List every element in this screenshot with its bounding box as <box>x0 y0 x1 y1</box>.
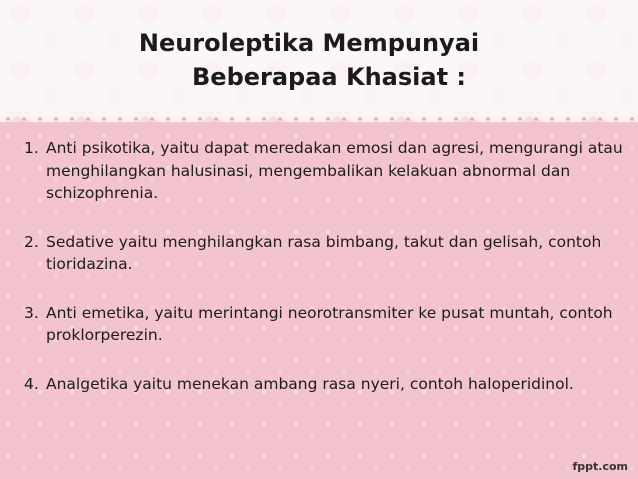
list-item <box>24 373 624 396</box>
bullet-list <box>24 137 624 421</box>
item-number: 4. <box>24 374 39 393</box>
slide-title <box>0 26 638 94</box>
list-item <box>24 137 624 205</box>
title-line-1: Neuroleptika Mempunyai <box>138 29 480 57</box>
item-number: 3. <box>24 303 39 322</box>
watermark-logo: fppt.com <box>572 460 628 473</box>
lace-dots <box>0 116 638 122</box>
title-line-2: Beberapaa Khasiat : <box>192 63 466 91</box>
list-item <box>24 302 624 347</box>
item-text: Anti emetika, yaitu merintangi neorotransmiter ke pusat muntah, contoh proklorperezin. <box>46 303 613 344</box>
item-text: Analgetika yaitu menekan ambang rasa nyeri, contoh haloperidinol. <box>46 374 574 393</box>
item-number: 2. <box>24 232 39 251</box>
list-item <box>24 231 624 276</box>
item-text: Sedative yaitu menghilangkan rasa bimbang, takut dan gelisah, contoh tioridazina. <box>46 232 602 273</box>
item-text: Anti psikotika, yaitu dapat meredakan emosi dan agresi, mengurangi atau menghilangkan halusinasi, mengembalikan kelakuan abnormal dan schizophrenia. <box>46 139 623 202</box>
item-number: 1. <box>24 139 39 157</box>
